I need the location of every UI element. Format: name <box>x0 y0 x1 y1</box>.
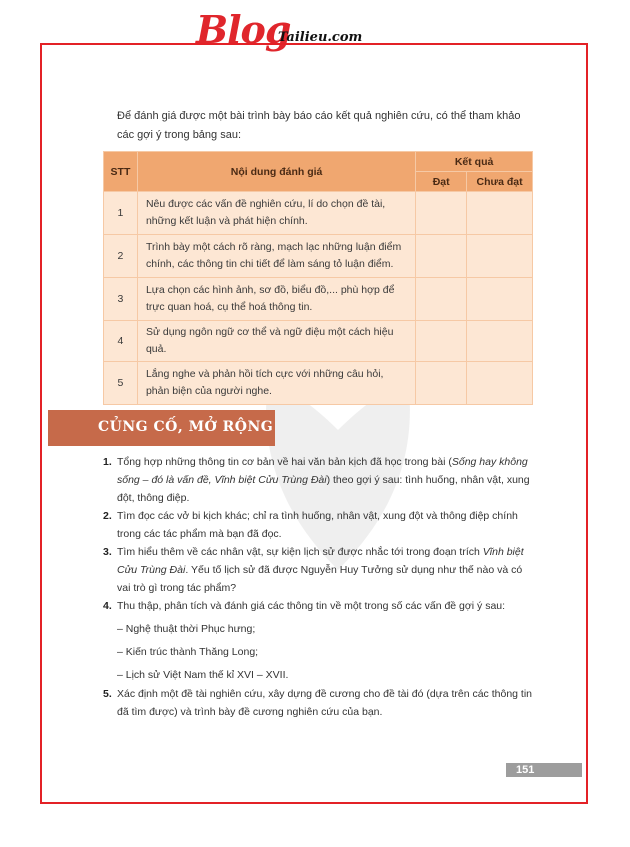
section-banner <box>48 410 275 446</box>
fail-cell <box>467 235 533 278</box>
pass-cell <box>416 278 467 321</box>
intro-paragraph: Để đánh giá được một bài trình bày báo cáo kết quả nghiên cứu, có thể tham khảo các gợi ý trong bảng sau: <box>117 110 521 141</box>
item-number: 2. <box>103 510 112 522</box>
header-result: Kết quả <box>416 152 533 172</box>
row-criterion: Lựa chọn các hình ảnh, sơ đồ, biểu đồ,... phù hợp để trực quan hoá, cụ thể hoá thông tin. <box>137 278 415 321</box>
list-item <box>103 453 535 507</box>
header-fail: Chưa đạt <box>467 172 533 192</box>
row-number: 2 <box>104 235 138 278</box>
table-row <box>104 192 533 235</box>
pass-cell <box>416 362 467 405</box>
row-number: 3 <box>104 278 138 321</box>
logo-sub-text: Tailieu.com <box>278 30 363 45</box>
row-criterion: Nêu được các vấn đề nghiên cứu, lí do chọn đề tài, những kết luận và phát hiện chính. <box>137 192 415 235</box>
page-number-bar <box>506 763 582 777</box>
list-item <box>103 543 535 597</box>
item-text: Tổng hợp những thông tin cơ bản về hai văn bản kịch đã học trong bài ( <box>117 456 452 468</box>
table-row <box>104 321 533 362</box>
header-stt: STT <box>104 152 138 192</box>
fail-cell <box>467 192 533 235</box>
item-number: 5. <box>103 688 112 700</box>
page-number: 151 <box>516 764 535 776</box>
row-number: 4 <box>104 321 138 362</box>
sub-item: – Nghệ thuật thời Phục hưng; <box>117 623 256 635</box>
list-item <box>103 685 535 721</box>
item-number: 1. <box>103 456 112 468</box>
item-text: . Yếu tố lịch sử đã được Nguyễn Huy Tưởng sử dụng như thế nào và có vai trò gì trong tác phẩm? <box>117 564 523 594</box>
item-number: 3. <box>103 546 112 558</box>
logo-main-text: Blog <box>196 7 291 52</box>
fail-cell <box>467 362 533 405</box>
item-number: 4. <box>103 600 112 612</box>
pass-cell <box>416 192 467 235</box>
sub-item: – Kiến trúc thành Thăng Long; <box>117 646 259 658</box>
header-pass: Đạt <box>416 172 467 192</box>
table-row <box>104 235 533 278</box>
table-row <box>104 362 533 405</box>
section-title: CỦNG CỐ, MỞ RỘNG <box>98 419 274 435</box>
row-criterion: Trình bày một cách rõ ràng, mạch lạc những luận điểm chính, các thông tin chi tiết để làm sáng tỏ luận điểm. <box>137 235 415 278</box>
row-number: 1 <box>104 192 138 235</box>
item-text-italic: Vĩnh biệt Cửu Trùng Đài <box>117 546 524 576</box>
row-criterion: Sử dụng ngôn ngữ cơ thể và ngữ điệu một cách hiệu quả. <box>137 321 415 362</box>
item-text-italic: Sống hay không sống – đó là vấn đề, Vĩnh biệt Cửu Trùng Đài <box>117 456 528 486</box>
item-text: Thu thập, phân tích và đánh giá các thông tin về một trong số các vấn đề gợi ý sau: <box>117 600 506 612</box>
row-number: 5 <box>104 362 138 405</box>
sub-item: – Lịch sử Việt Nam thế kỉ XVI – XVII. <box>117 669 289 681</box>
item-text: Tìm đọc các vở bi kịch khác; chỉ ra tình huống, nhân vật, xung đột và thông điệp chính trong các tác phẩm mà bạn đã đọc. <box>117 510 518 540</box>
pass-cell <box>416 321 467 362</box>
pass-cell <box>416 235 467 278</box>
list-item <box>103 597 535 615</box>
header-content: Nội dung đánh giá <box>137 152 415 192</box>
fail-cell <box>467 278 533 321</box>
table-row <box>104 278 533 321</box>
item-text: Xác định một đề tài nghiên cứu, xây dựng đề cương cho đề tài đó (dựa trên các thông tin đã tìm được) và trình bày đề cương nghiên cứu của bạn. <box>117 688 533 718</box>
list-item <box>103 507 535 543</box>
row-criterion: Lắng nghe và phản hồi tích cực với những câu hỏi, phản biện của người nghe. <box>137 362 415 405</box>
item-text: Tìm hiểu thêm về các nhân vật, sự kiện lịch sử được nhắc tới trong đoạn trích <box>117 546 483 558</box>
evaluation-table <box>103 151 533 405</box>
fail-cell <box>467 321 533 362</box>
item-text: ) theo gợi ý sau: tình huống, nhân vật, xung đột, thông điệp. <box>117 474 530 504</box>
